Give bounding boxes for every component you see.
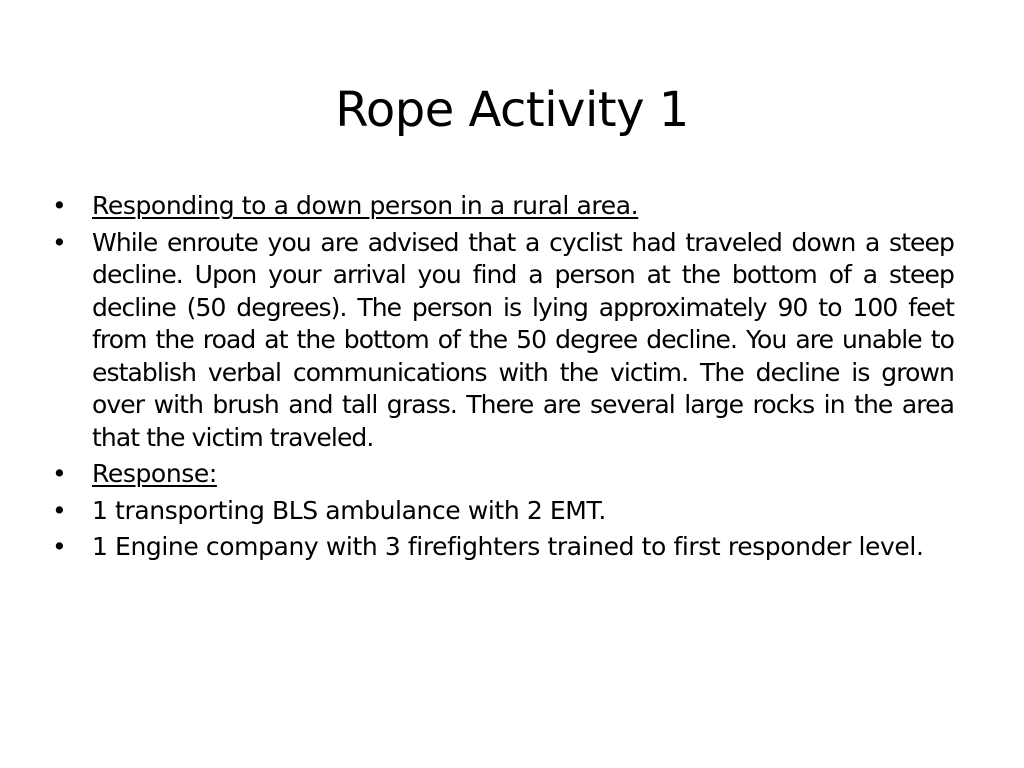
bullet-text: Responding to a down person in a rural area. xyxy=(92,191,639,220)
bullet-item-response-heading xyxy=(52,458,954,491)
bullet-item-ambulance xyxy=(52,495,954,528)
bullet-icon: • xyxy=(52,495,67,525)
bullet-icon: • xyxy=(52,227,66,257)
bullet-text: 1 Engine company with 3 firefighters trained to first responder level. xyxy=(92,532,924,561)
slide-title: Rope Activity 1 xyxy=(335,82,689,138)
bullet-text: 1 transporting BLS ambulance with 2 EMT. xyxy=(92,495,606,525)
bullet-list xyxy=(52,190,954,568)
bullet-text: While enroute you are advised that a cyclist had traveled down a steep decline. Upon your arrival you find a person at the bottom of a steep decline (50 degrees). The person is lying approximately 90 to 100 feet from the road at the bottom of the 50 degree decline. You are unable to establish verbal communications with the victim. The decline is grown over with brush and tall grass. There are several large rocks in the area that the victim traveled. xyxy=(92,227,954,452)
bullet-item-scenario-heading xyxy=(52,190,954,223)
bullet-text: Response: xyxy=(92,459,217,488)
bullet-icon: • xyxy=(52,191,67,220)
bullet-icon: • xyxy=(52,459,67,488)
bullet-item-engine-company xyxy=(52,531,954,564)
bullet-icon: • xyxy=(52,532,67,561)
bullet-item-scenario-description xyxy=(52,227,954,455)
